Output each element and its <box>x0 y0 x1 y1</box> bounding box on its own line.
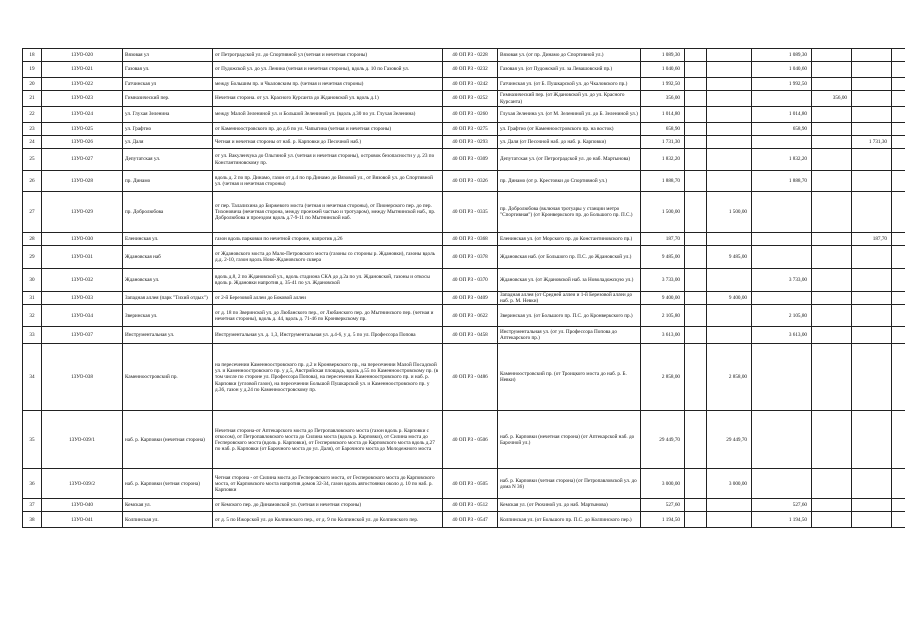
area-col-6 <box>892 512 905 528</box>
area-col-4 <box>812 327 852 344</box>
road-register-number: 40 ОП РЗ - 0622 <box>443 305 498 327</box>
area-total: 1 731,30 <box>641 136 685 149</box>
row-number: 38 <box>23 512 42 528</box>
street-name: Ждановская наб <box>123 246 213 269</box>
area-total: 1 089,30 <box>641 49 685 62</box>
area-col-5 <box>852 107 892 123</box>
road-section: Инструментальная ул. (от ул. Профессора Попова до Аптекарского пр.) <box>498 327 641 344</box>
area-col-3: 1 014,80 <box>752 107 812 123</box>
area-col-6 <box>892 469 905 499</box>
area-col-5 <box>852 246 892 269</box>
row-number: 33 <box>23 327 42 344</box>
road-register-number: 40 ОП РЗ - 0505 <box>443 469 498 499</box>
table-row <box>23 136 905 149</box>
row-number: 28 <box>23 233 42 246</box>
area-col-2 <box>707 269 752 292</box>
area-col-3: 2 105,80 <box>752 305 812 327</box>
zone-location: Нечетная сторона-от Аптекарского моста до Петропавловского моста (газон вдоль р. Карповки с откосом), от Петропавловского моста до Силина моста (вдоль р. Карповки), от Силина моста до Гесперовского моста (вдоль р. Карповки), от Гесперовского моста до Карповского моста вдоль д.27 по наб. р. Карповки (от Барочного моста до ул. Даля), от Барочного моста до Молодежного моста <box>213 411 443 469</box>
area-col-1 <box>685 512 707 528</box>
table-row <box>23 512 905 528</box>
area-col-3: 1 194,50 <box>752 512 812 528</box>
street-name: Ждановская ул. <box>123 269 213 292</box>
area-col-5 <box>852 469 892 499</box>
zone-location: от д. 5 по Ижорской ул. до Колпинского пер., от д. 9 по Колпинской ул. до Колпинского пер. <box>213 512 443 528</box>
area-col-4 <box>812 305 852 327</box>
area-total: 29 449,70 <box>641 411 685 469</box>
zone-code: 13УО-040 <box>42 499 123 512</box>
table-row <box>23 469 905 499</box>
road-section: Еленинская ул. (от Морского пр. до Константиновского пр.) <box>498 233 641 246</box>
road-section: пр. Динамо (от р. Крестовки до Спортивной ул.) <box>498 171 641 192</box>
area-col-1 <box>685 78 707 91</box>
road-section: Глухая Зеленина ул. (от М. Зелениной ул. до Б. Зелениной ул.) <box>498 107 641 123</box>
zone-code: 13УО-034 <box>42 305 123 327</box>
zone-code: 13УО-025 <box>42 123 123 136</box>
zone-location: Четная и нечетная стороны от наб. р. Карповки до Песочной наб.) <box>213 136 443 149</box>
area-col-2: 9 400,00 <box>707 292 752 305</box>
area-col-2: 9 485,00 <box>707 246 752 269</box>
road-section: наб. р. Карповки (нечетная сторона) (от Аптекарской наб. до Барочной ул.) <box>498 411 641 469</box>
row-number: 26 <box>23 171 42 192</box>
area-col-2: 29 449,70 <box>707 411 752 469</box>
table-row <box>23 91 905 107</box>
area-col-5 <box>852 91 892 107</box>
road-section: пр. Добролюбова (включая тротуары у станции метро "Спортивная") (от Кронверкского пр. до Большого пр. П.С.) <box>498 192 641 233</box>
road-section: Ждановская ул. (от Ждановской наб. за Новоладожскую ул.) <box>498 269 641 292</box>
zone-location: вдоль д.8, 2 по Ждановской ул., вдоль стадиона СКА до д.2а по ул. Ждановской, газоны и откосы вдоль р. Ждановки напротив д. 35-41 по ул. Ждановской <box>213 269 443 292</box>
street-name: ул. Глухая Зеленина <box>123 107 213 123</box>
area-col-5: 187,70 <box>852 233 892 246</box>
area-col-3 <box>752 91 812 107</box>
area-col-3 <box>752 233 812 246</box>
zone-code: 13УО-020 <box>42 49 123 62</box>
road-section: ул. Даля (от Песочной наб. до наб. р. Карповки) <box>498 136 641 149</box>
table-row <box>23 233 905 246</box>
zone-code: 13УО-022 <box>42 78 123 91</box>
table-row <box>23 246 905 269</box>
area-col-4 <box>812 411 852 469</box>
area-col-6 <box>892 411 905 469</box>
road-register-number: 40 ОП РЗ - 0378 <box>443 246 498 269</box>
area-col-2 <box>707 91 752 107</box>
area-col-6 <box>892 246 905 269</box>
area-col-1 <box>685 292 707 305</box>
table-row <box>23 62 905 78</box>
row-number: 36 <box>23 469 42 499</box>
road-register-number: 40 ОП РЗ - 0409 <box>443 292 498 305</box>
table-row <box>23 192 905 233</box>
road-register-number: 40 ОП РЗ - 0547 <box>443 512 498 528</box>
area-total: 3 000,00 <box>641 469 685 499</box>
road-register-number: 40 ОП РЗ - 0370 <box>443 269 498 292</box>
area-col-6 <box>892 78 905 91</box>
area-col-4 <box>812 469 852 499</box>
area-total: 1 500,00 <box>641 192 685 233</box>
street-name: ул. Даля <box>123 136 213 149</box>
table-row <box>23 411 905 469</box>
area-col-6 <box>892 344 905 411</box>
area-col-1 <box>685 62 707 78</box>
area-col-1 <box>685 149 707 171</box>
zone-location: от 2-й Березовой аллеи до Боковой аллеи <box>213 292 443 305</box>
area-total: 527,60 <box>641 499 685 512</box>
zone-location: на пересечении Каменноостровского пр. д.2 и Кронверкского пр., на пересечении Малой Посадской ул. и Каменноостровского пр. у д.5, Австрийская площадь, вдоль д.55 по Каменноостровскому пр. (в том числе по стороне ул. Профессора Попова), на пересечении Каменноостровского пр. и наб. р. Карповки (угловой газон), на пересечении Большой Пушкарской ул. и Каменноостровского пр. у д.36, газон у д.24 по Каменноостровскому пр. <box>213 344 443 411</box>
zone-location: Нечетная сторона. от ул. Красного Курсанта до Ждановской ул. вдоль д.1) <box>213 91 443 107</box>
area-col-4 <box>812 344 852 411</box>
area-col-5 <box>852 49 892 62</box>
area-col-1 <box>685 171 707 192</box>
row-number: 19 <box>23 62 42 78</box>
row-number: 30 <box>23 269 42 292</box>
road-section: Западная аллея (от Средней аллеи и 1-й Березовой аллеи до наб. р. М. Невки) <box>498 292 641 305</box>
area-col-3: 1 832,20 <box>752 149 812 171</box>
area-col-1 <box>685 499 707 512</box>
area-total: 1 040,60 <box>641 62 685 78</box>
area-col-3 <box>752 292 812 305</box>
zone-code: 13УО-037 <box>42 327 123 344</box>
row-number: 20 <box>23 78 42 91</box>
area-col-2 <box>707 233 752 246</box>
area-col-3 <box>752 246 812 269</box>
zone-location: Четная сторона - от Силина моста до Гесперовского моста, от Гесперовского моста до Карповского моста, от Карповского моста напротив домов 32-34, газон вдоль автостоянки около д. 10 по наб. р. Карповки <box>213 469 443 499</box>
street-name: Еленинская ул. <box>123 233 213 246</box>
street-name: Гимназический пер. <box>123 91 213 107</box>
area-total: 187,70 <box>641 233 685 246</box>
area-total: 1 832,20 <box>641 149 685 171</box>
street-name: Кемская ул. <box>123 499 213 512</box>
area-col-1 <box>685 305 707 327</box>
road-register-number: 40 ОП РЗ - 0232 <box>443 62 498 78</box>
road-register-number: 40 ОП РЗ - 0242 <box>443 78 498 91</box>
area-col-4 <box>812 123 852 136</box>
area-col-2 <box>707 327 752 344</box>
area-total: 1 014,80 <box>641 107 685 123</box>
area-col-2 <box>707 123 752 136</box>
road-section: наб. р. Карповки (четная сторона) (от Петропавловской ул. до дома N 36) <box>498 469 641 499</box>
road-register-number: 40 ОП РЗ - 0252 <box>443 91 498 107</box>
row-number: 29 <box>23 246 42 269</box>
zone-location: от Кемского пер. до Динамовской ул. (четная и нечетная стороны) <box>213 499 443 512</box>
zone-code: 13УО-026 <box>42 136 123 149</box>
area-col-5 <box>852 78 892 91</box>
area-col-2 <box>707 78 752 91</box>
row-number: 31 <box>23 292 42 305</box>
area-col-4 <box>812 136 852 149</box>
table-row <box>23 123 905 136</box>
zone-location: от Пудожской ул. до ул. Ленина (четная и нечетная стороны), вдоль д. 10 по Газовой ул. <box>213 62 443 78</box>
area-col-4 <box>812 192 852 233</box>
area-col-6 <box>892 269 905 292</box>
area-col-3: 658,90 <box>752 123 812 136</box>
row-number: 27 <box>23 192 42 233</box>
street-name: пр. Добролюбова <box>123 192 213 233</box>
area-col-6 <box>892 499 905 512</box>
area-col-6 <box>892 305 905 327</box>
area-col-5 <box>852 499 892 512</box>
area-col-4 <box>812 49 852 62</box>
area-col-2 <box>707 107 752 123</box>
street-name: Газовая ул. <box>123 62 213 78</box>
row-number: 21 <box>23 91 42 107</box>
area-col-1 <box>685 327 707 344</box>
zone-code: 13УО-039/2 <box>42 469 123 499</box>
area-total: 3 613,00 <box>641 327 685 344</box>
road-register-number: 40 ОП РЗ - 0309 <box>443 149 498 171</box>
zone-location: от ул. Вакуленчука до Ольгиной ул. (четная и нечетная стороны), островок безопасности у д. 23 по Константиновскому пр. <box>213 149 443 171</box>
area-total: 658,90 <box>641 123 685 136</box>
area-col-2 <box>707 62 752 78</box>
road-register-number: 40 ОП РЗ - 0326 <box>443 171 498 192</box>
zone-code: 13УО-027 <box>42 149 123 171</box>
road-register-number: 40 ОП РЗ - 0486 <box>443 344 498 411</box>
area-col-4 <box>812 233 852 246</box>
row-number: 25 <box>23 149 42 171</box>
area-col-4 <box>812 149 852 171</box>
zone-code: 13УО-023 <box>42 91 123 107</box>
road-register-number: 40 ОП РЗ - 0506 <box>443 411 498 469</box>
road-section: Гатчинская ул. (от Б. Пушкарской ул. до Чкаловского пр.) <box>498 78 641 91</box>
area-col-1 <box>685 269 707 292</box>
zone-location: от Петроградской ул. до Спортивной ул (четная и нечетная стороны) <box>213 49 443 62</box>
road-section: Вязовая ул. (от пр. Динамо до Спортивной ул.) <box>498 49 641 62</box>
area-col-6 <box>892 91 905 107</box>
area-col-1 <box>685 344 707 411</box>
street-name: наб. р. Карповки (нечетная сторона) <box>123 411 213 469</box>
area-total: 1 194,50 <box>641 512 685 528</box>
area-total: 2 858,00 <box>641 344 685 411</box>
table-row <box>23 269 905 292</box>
zone-location: от Каменноостровского пр. до д.6 по ул. Чапыгина (четная и нечетная стороны) <box>213 123 443 136</box>
area-col-5 <box>852 149 892 171</box>
area-col-3 <box>752 192 812 233</box>
area-col-2 <box>707 171 752 192</box>
table-row <box>23 78 905 91</box>
area-col-4 <box>812 512 852 528</box>
area-col-4 <box>812 78 852 91</box>
area-total: 1 992,50 <box>641 78 685 91</box>
area-col-2: 2 858,00 <box>707 344 752 411</box>
area-col-5 <box>852 327 892 344</box>
row-number: 18 <box>23 49 42 62</box>
area-col-5 <box>852 411 892 469</box>
road-register-number: 40 ОП РЗ - 0335 <box>443 192 498 233</box>
street-name: Депутатская ул. <box>123 149 213 171</box>
zone-location: вдоль д. 2 по пр. Динамо, газон от д.4 по пр.Динамо до Вязовой ул., от Вязовой ул. до Спортивной ул. (четная и нечетная стороны) <box>213 171 443 192</box>
area-col-6 <box>892 62 905 78</box>
zone-code: 13УО-031 <box>42 246 123 269</box>
area-col-3: 1 089,30 <box>752 49 812 62</box>
road-section: Колпинская ул. (от Большого пр. П.С. до Колпинского пер.) <box>498 512 641 528</box>
area-col-2 <box>707 305 752 327</box>
area-col-6 <box>892 292 905 305</box>
road-section: Гимназический пер. (от Ждановской ул. до ул. Красного Курсанта) <box>498 91 641 107</box>
area-col-3 <box>752 344 812 411</box>
street-name: Вязовая ул <box>123 49 213 62</box>
zone-code: 13УО-028 <box>42 171 123 192</box>
area-col-6 <box>892 327 905 344</box>
area-col-3 <box>752 411 812 469</box>
area-col-6 <box>892 136 905 149</box>
area-col-3 <box>752 469 812 499</box>
zone-location: между Малой Зелениной ул. и Большой Зелениной ул. (вдоль д.30 по ул. Глухая Зеленина) <box>213 107 443 123</box>
area-col-4 <box>812 499 852 512</box>
street-name: пр. Динамо <box>123 171 213 192</box>
zone-location: от д. 18 по Зверинской ул. до Любанского пер., от Любанского пер. до Мытнинского пер. (четная и нечетная стороны), вдоль д. 44, вдоль д. 71-46 по Кронверкскому пр. <box>213 305 443 327</box>
area-col-4 <box>812 62 852 78</box>
road-register-number: 40 ОП РЗ - 0512 <box>443 499 498 512</box>
road-section: Зверинская ул. (от Большого пр. П.С. до Кронверкского пр.) <box>498 305 641 327</box>
area-col-3: 1 040,60 <box>752 62 812 78</box>
area-col-5 <box>852 305 892 327</box>
table-row <box>23 327 905 344</box>
area-col-6 <box>892 149 905 171</box>
road-section: Ждановская наб. (от Большого пр. П.С. до Ждановской ул.) <box>498 246 641 269</box>
street-name: наб. р. Карповки (четная сторона) <box>123 469 213 499</box>
area-col-4: 356,00 <box>812 91 852 107</box>
zone-code: 13УО-038 <box>42 344 123 411</box>
zone-code: 13УО-030 <box>42 233 123 246</box>
area-total: 1 888,70 <box>641 171 685 192</box>
area-col-6 <box>892 233 905 246</box>
area-col-6 <box>892 107 905 123</box>
area-col-1 <box>685 91 707 107</box>
area-col-1 <box>685 49 707 62</box>
row-number: 32 <box>23 305 42 327</box>
area-col-5 <box>852 171 892 192</box>
zone-location: от Ждановского моста до Мало-Петровского моста (газоны со стороны р. Ждановки), газоны вдоль д.д. 2-10, газон вдоль Ново-Ждановского сквера <box>213 246 443 269</box>
area-col-5 <box>852 62 892 78</box>
area-col-1 <box>685 107 707 123</box>
zone-location: от пер. Талалихина до Биржевого моста (четная и нечетная стороны), от Пионерского пер. до пер. Тихоновича (нечетная сторона, между проезжей частью и тротуаром), между Мытнинской наб., пр. Добролюбова и проездом вдоль д.7-9-11 по Мытнинской наб. <box>213 192 443 233</box>
area-col-1 <box>685 469 707 499</box>
area-col-6 <box>892 123 905 136</box>
road-register-number: 40 ОП РЗ - 0260 <box>443 107 498 123</box>
road-section: Газовая ул. (от Пудожской ул. за Левашовский пр.) <box>498 62 641 78</box>
area-col-1 <box>685 192 707 233</box>
table-row <box>23 292 905 305</box>
area-col-5 <box>852 292 892 305</box>
road-register-number: 40 ОП РЗ - 0458 <box>443 327 498 344</box>
street-name: Каменноостровский пр. <box>123 344 213 411</box>
document-sheet <box>22 48 888 528</box>
area-col-3: 527,60 <box>752 499 812 512</box>
row-number: 34 <box>23 344 42 411</box>
area-col-2: 3 000,00 <box>707 469 752 499</box>
area-col-5 <box>852 123 892 136</box>
area-col-3: 3 733,00 <box>752 269 812 292</box>
zone-location: Инструментальная ул. д. 1,3, Инструментальная ул. д.4-6, у д. 5 по ул. Профессора Попова <box>213 327 443 344</box>
area-col-5 <box>852 269 892 292</box>
area-col-5 <box>852 512 892 528</box>
area-col-5 <box>852 192 892 233</box>
table-row <box>23 499 905 512</box>
row-number: 37 <box>23 499 42 512</box>
road-section: Кемская ул. (от Рюхиной ул. до наб. Мартынова) <box>498 499 641 512</box>
street-name: Колпинская ул. <box>123 512 213 528</box>
area-col-4 <box>812 269 852 292</box>
road-section: Каменноостровский пр. (от Троицкого моста до наб. р. Б. Невки) <box>498 344 641 411</box>
zone-location: между Большим пр. и Чкаловским пр. (четная и нечетная стороны) <box>213 78 443 91</box>
area-col-2: 1 500,00 <box>707 192 752 233</box>
area-col-3 <box>752 136 812 149</box>
area-col-4 <box>812 171 852 192</box>
area-col-2 <box>707 149 752 171</box>
zone-code: 13УО-029 <box>42 192 123 233</box>
road-register-number: 40 ОП РЗ - 0228 <box>443 49 498 62</box>
area-col-1 <box>685 246 707 269</box>
area-col-2 <box>707 499 752 512</box>
zone-code: 13УО-041 <box>42 512 123 528</box>
area-total: 2 105,80 <box>641 305 685 327</box>
street-name: Инструментальная ул. <box>123 327 213 344</box>
row-number: 22 <box>23 107 42 123</box>
street-name: Западная аллея (парк "Тихий отдых") <box>123 292 213 305</box>
area-col-4 <box>812 292 852 305</box>
road-section: ул. Графтио (от Каменноостровского пр. на восток) <box>498 123 641 136</box>
area-col-2 <box>707 49 752 62</box>
street-name: Гатчинская ул <box>123 78 213 91</box>
area-col-1 <box>685 123 707 136</box>
row-number: 24 <box>23 136 42 149</box>
area-col-2 <box>707 136 752 149</box>
area-col-6 <box>892 192 905 233</box>
street-name: ул. Графтио <box>123 123 213 136</box>
area-col-1 <box>685 136 707 149</box>
area-col-4 <box>812 107 852 123</box>
area-col-1 <box>685 233 707 246</box>
table-row <box>23 49 905 62</box>
area-total: 356,00 <box>641 91 685 107</box>
area-total: 9 400,00 <box>641 292 685 305</box>
area-col-4 <box>812 246 852 269</box>
area-col-5: 1 731,30 <box>852 136 892 149</box>
row-number: 23 <box>23 123 42 136</box>
table-row <box>23 171 905 192</box>
road-section: Депутатская ул. (от Петроградской ул. до наб. Мартынова) <box>498 149 641 171</box>
table-row <box>23 107 905 123</box>
table-row <box>23 305 905 327</box>
zone-code: 13УО-032 <box>42 269 123 292</box>
street-name: Зверинская ул. <box>123 305 213 327</box>
row-number: 35 <box>23 411 42 469</box>
road-register-number: 40 ОП РЗ - 0275 <box>443 123 498 136</box>
area-col-3: 3 613,00 <box>752 327 812 344</box>
green-zones-table <box>22 48 905 528</box>
area-col-1 <box>685 411 707 469</box>
area-col-3: 1 888,70 <box>752 171 812 192</box>
area-col-5 <box>852 344 892 411</box>
zone-code: 13УО-024 <box>42 107 123 123</box>
road-register-number: 40 ОП РЗ - 0293 <box>443 136 498 149</box>
zone-location: газон вдоль парковки по нечетной стороне, напротив д.26 <box>213 233 443 246</box>
table-row <box>23 149 905 171</box>
area-col-2 <box>707 512 752 528</box>
area-col-6 <box>892 49 905 62</box>
area-col-6 <box>892 171 905 192</box>
area-col-3: 1 992,50 <box>752 78 812 91</box>
road-register-number: 40 ОП РЗ - 0368 <box>443 233 498 246</box>
zone-code: 13УО-039/1 <box>42 411 123 469</box>
area-total: 9 485,00 <box>641 246 685 269</box>
table-row <box>23 344 905 411</box>
zone-code: 13УО-021 <box>42 62 123 78</box>
area-total: 3 733,00 <box>641 269 685 292</box>
zone-code: 13УО-033 <box>42 292 123 305</box>
